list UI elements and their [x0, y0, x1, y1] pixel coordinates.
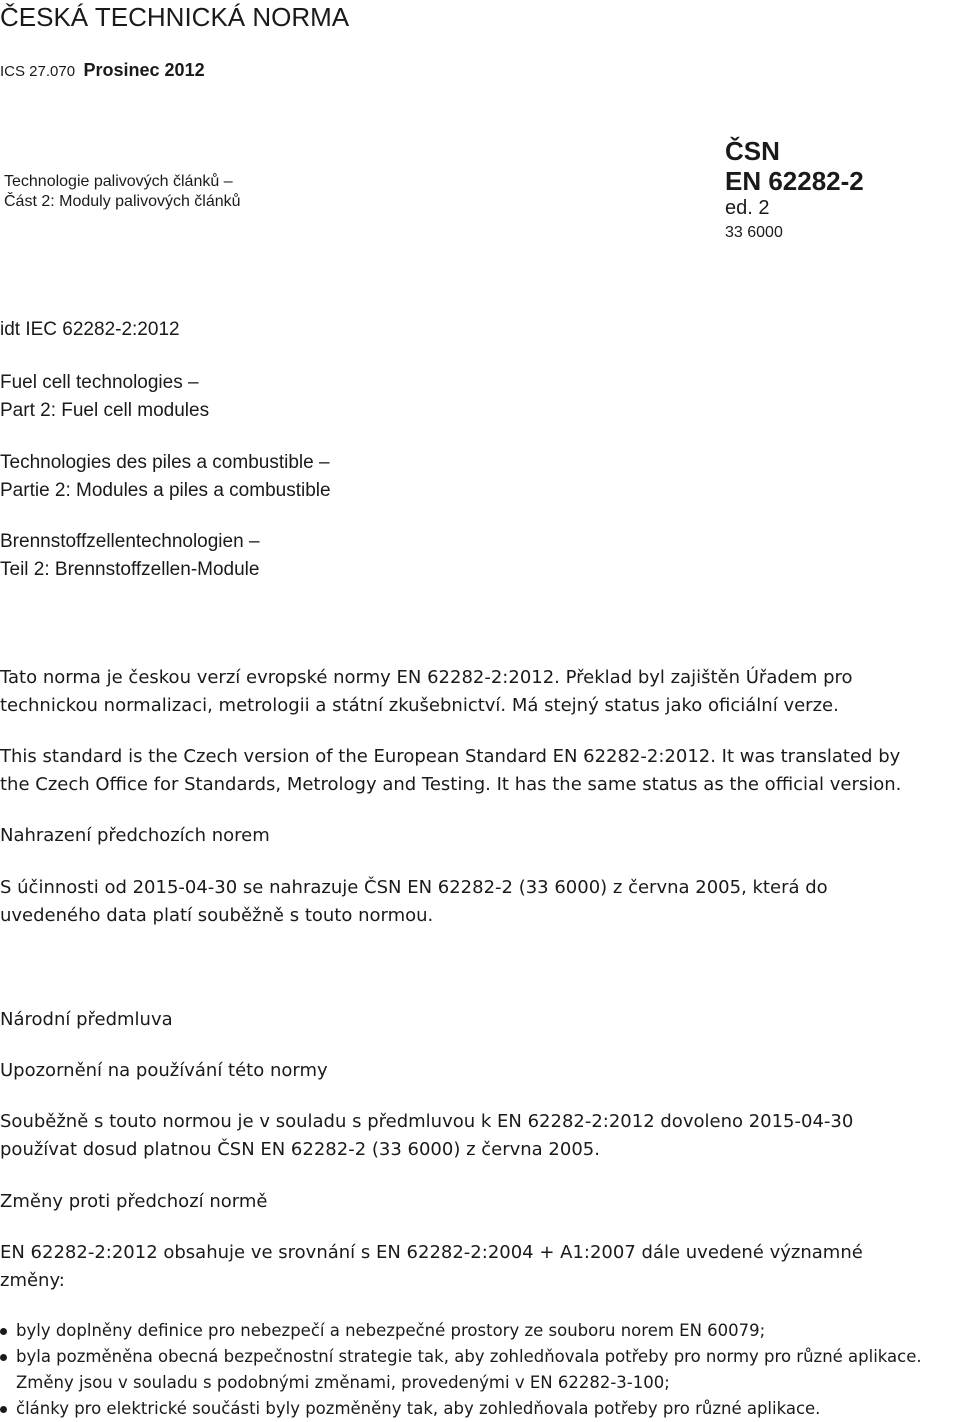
list-item [0, 1344, 922, 1396]
german-title-line: Teil 2: Brennstoffzellen-Module [0, 559, 260, 580]
list-item-text: byly doplněny definice pro nebezpečí a nebezpečné prostory ze souboru norem EN 60079; [16, 1321, 766, 1340]
bullet-icon [0, 1328, 7, 1335]
paragraph-line: uvedeného data platí souběžně s touto normou. [0, 905, 434, 926]
paragraph-line: This standard is the Czech version of the European Standard EN 62282-2:2012. It was translated by [0, 746, 901, 767]
intro-english-paragraph [0, 743, 960, 799]
document-title: ČESKÁ TECHNICKÁ NORMA [0, 2, 350, 32]
bullet-icon [0, 1406, 7, 1413]
list-item [0, 1396, 922, 1422]
replacement-paragraph [0, 874, 960, 930]
czech-title-line: Technologie palivových článků – [4, 173, 233, 190]
publication-date: Prosinec 2012 [83, 60, 205, 80]
paragraph-line: používat dosud platnou ČSN EN 62282-2 (33 6000) z června 2005. [0, 1139, 600, 1160]
ics-code: ICS 27.070 [0, 63, 76, 80]
french-title-line: Partie 2: Modules a piles a combustible [0, 480, 331, 501]
paragraph-line: změny: [0, 1270, 65, 1291]
changes-heading: Změny proti předchozí normě [0, 1191, 268, 1212]
paragraph-line: EN 62282-2:2012 obsahuje ve srovnání s EN 62282-2:2004 + A1:2007 dále uvedené významné [0, 1242, 863, 1263]
usage-notice-paragraph [0, 1108, 960, 1164]
intro-czech-paragraph [0, 664, 960, 720]
paragraph-line: Tato norma je českou verzí evropské normy EN 62282-2:2012. Překlad byl zajištěn Úřadem pro [0, 667, 853, 688]
standard-edition: ed. 2 [725, 197, 770, 219]
classification-code: 33 6000 [725, 224, 783, 241]
german-title-line: Brennstoffzellentechnologien – [0, 531, 260, 552]
paragraph-line: S účinnosti od 2015-04-30 se nahrazuje ČSN EN 62282-2 (33 6000) z června 2005, která do [0, 877, 828, 898]
paragraph-line: the Czech Office for Standards, Metrology and Testing. It has the same status as the official version. [0, 774, 902, 795]
french-title-line: Technologies des piles a combustible – [0, 452, 330, 473]
german-title [0, 528, 260, 584]
list-item [0, 1318, 922, 1344]
identity-line: idt IEC 62282-2:2012 [0, 319, 180, 340]
changes-list [0, 1318, 922, 1422]
national-foreword-heading: Národní předmluva [0, 1009, 173, 1030]
czech-title-line: Část 2: Moduly palivových článků [4, 193, 241, 210]
standard-designation [725, 136, 864, 244]
standard-number: EN 62282-2 [725, 166, 864, 196]
english-title-line: Fuel cell technologies – [0, 372, 199, 393]
english-title [0, 369, 209, 425]
bullet-icon [0, 1354, 7, 1361]
usage-notice-heading: Upozornění na používání této normy [0, 1060, 328, 1081]
changes-intro-paragraph [0, 1239, 960, 1295]
list-item-text: byla pozměněna obecná bezpečnostní strategie tak, aby zohledňovala potřeby pro normy pro různé aplikace. [16, 1347, 922, 1366]
paragraph-line: technickou normalizaci, metrologii a státní zkušebnictví. Má stejný status jako oficiální verze. [0, 695, 839, 716]
paragraph-line: Souběžně s touto normou je v souladu s předmluvou k EN 62282-2:2012 dovoleno 2015-04-30 [0, 1111, 854, 1132]
list-item-text: články pro elektrické součásti byly pozměněny tak, aby zohledňovala potřeby pro různé aplikace. [16, 1399, 821, 1418]
english-title-line: Part 2: Fuel cell modules [0, 400, 210, 421]
ics-date-line [0, 60, 205, 81]
standard-prefix: ČSN [725, 136, 780, 166]
list-item-text: Změny jsou v souladu s podobnými změnami, provedenými v EN 62282-3-100; [16, 1373, 670, 1392]
french-title [0, 449, 331, 505]
replacement-heading: Nahrazení předchozích norem [0, 825, 270, 846]
czech-title [4, 172, 241, 212]
